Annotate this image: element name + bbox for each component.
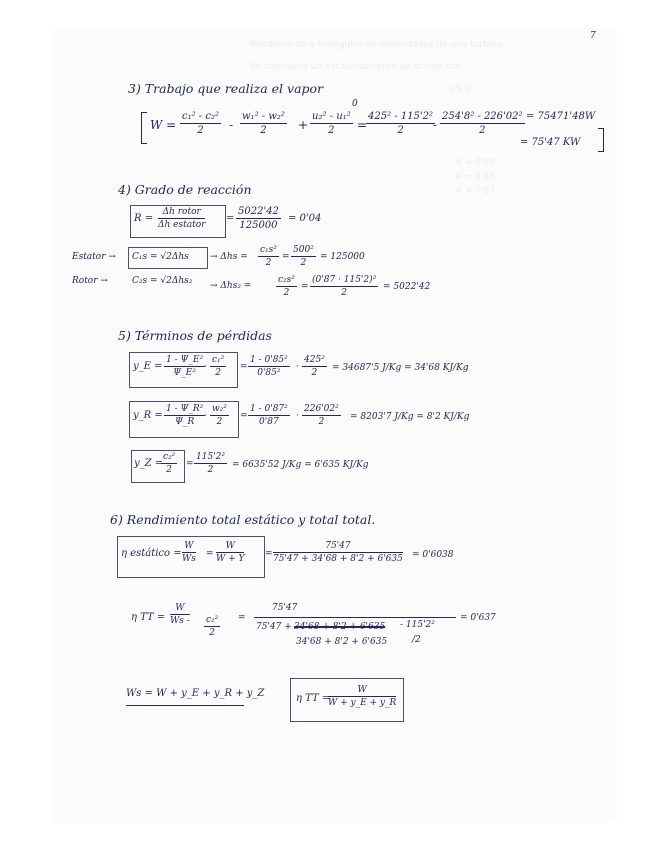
fraction-numerator: 425² [304,355,325,365]
static-efficiency-fraction-2 [216,542,244,564]
fraction-denominator: W + y_E + y_R [328,698,397,708]
estator-result: = 125000 [320,252,365,262]
loss-rotor-fraction-4 [302,405,341,427]
operator: · [296,362,299,372]
fraction-numerator: 115'2² [196,452,225,462]
total-efficiency-den-losses: 34'68 + 8'2 + 6'635 [296,637,388,647]
fraction-numerator: 1 - 0'85² [250,355,288,365]
summary-lhs: η TT = [296,693,331,704]
fraction-numerator: W [328,686,396,697]
fraction-numerator: (0'87 · 115'2)² [312,275,377,285]
isentropic-work-expression: Ws = W + y_E + y_R + y_Z [126,688,265,699]
fraction-numerator: 1 - Ψ_E² [166,355,204,365]
fraction-numerator: W [182,542,196,553]
fraction-denominator: Δh estator [158,220,206,230]
total-efficiency-result: = 0'637 [460,613,496,623]
section-6-heading: 6) Rendimiento total estático y total total. [110,512,376,527]
fraction-numerator: c₁² - c₂² [182,111,219,122]
operator: = [240,411,248,421]
show-through-text: Ψ = 0'87 [455,186,495,196]
fraction-numerator: c₁² [212,355,225,365]
loss-stator-lhs: y_E = [133,361,163,372]
loss-rotor-result: = 8203'7 J/Kg = 8'2 KJ/Kg [350,412,470,422]
fraction-denominator: 2 [197,125,204,136]
operator: - [433,118,438,132]
work-result-w: = 75471'48W [526,111,596,122]
fraction-denominator: 2 [328,125,335,136]
fraction-denominator: 2 [300,258,307,268]
crossed-out-term: 34'68 + 8'2 + 6'635 [294,622,386,632]
estator-arrow: → Δhs = [210,252,248,262]
fraction-numerator: 75'47 [273,542,403,553]
rotor-fraction-1 [276,276,297,298]
show-through-text: Rendimiento y triángulos de velocidades de una turbina [250,40,503,50]
estator-formula: C₁s = √2Δhs [132,252,189,262]
fraction-denominator: 2 [209,628,215,638]
fraction-denominator: 0'87 [259,417,279,427]
section-5-heading: 5) Términos de pérdidas [118,328,272,343]
operator: = [282,252,290,262]
fraction-numerator: u₂² - u₁² [312,111,351,122]
total-efficiency-den-half: /2 [412,635,421,645]
static-efficiency-fraction-3 [273,542,403,564]
loss-stator-fraction-2 [210,356,226,378]
loss-stator-result: = 34687'5 J/Kg = 34'68 KJ/Kg [332,363,469,373]
total-efficiency-lhs: η TT = [131,612,166,623]
fraction-numerator: w₁² - w₂² [242,111,285,122]
work-lhs: W = [150,118,177,132]
fraction-numerator: Δh rotor [158,208,205,219]
loss-rotor-lhs: y_R = [133,410,163,421]
reaction-values-fraction [236,207,281,231]
loss-exit-result: = 6635'52 J/Kg = 6'635 KJ/Kg [232,460,369,470]
fraction-numerator: c₂² [206,615,219,625]
expression-underline [126,705,244,706]
fraction-numerator: W [170,604,190,615]
reaction-fraction [158,208,205,230]
loss-rotor-fraction-3 [248,405,290,427]
operator: = [186,459,194,469]
operator: = [226,213,235,224]
fraction-denominator: 2 [283,288,290,298]
fraction-denominator: W + Y [216,554,245,564]
show-through-text: 25 0 [450,85,471,95]
total-efficiency-exit-term [204,616,220,638]
fraction-denominator: 2 [216,417,223,427]
operator: + [298,118,309,132]
operator: · [296,411,299,421]
fraction-numerator: 1 - 0'87² [250,404,288,414]
fraction-bar [254,617,456,618]
static-efficiency-result: = 0'6038 [412,550,454,560]
fraction-denominator: Ws - [170,616,190,626]
reaction-result: = 0'04 [288,213,322,224]
fraction-numerator: 226'02² [304,404,339,414]
fraction-w [240,112,287,136]
fraction-denominator: 2 [166,465,172,475]
show-through-text: Ψ = 0'87 [455,158,495,168]
fraction-denominator: Ψ_R [175,417,195,427]
fraction-numerator: 5022'42 [238,206,279,217]
fraction-numerator: 1 - Ψ_R² [166,404,204,414]
fraction-denominator: 2 [318,417,325,427]
page-mark: 7 [590,31,596,41]
fraction-denominator: 2 [215,368,221,378]
loss-stator-fraction-1 [164,356,205,378]
fraction-numerator: c₁s² [260,245,277,255]
rotor-arrow: → Δhs₂ = [210,281,252,291]
loss-exit-fraction-1 [161,453,177,475]
fraction-denominator: 2 [311,368,318,378]
total-efficiency-numerator: 75'47 [272,603,298,613]
summary-fraction [328,686,396,708]
section-3-heading: 3) Trabajo que realiza el vapor [128,81,324,96]
operator: = [301,282,309,292]
fraction-denominator: 2 [479,125,486,136]
rotor-formula: C₂s = √2Δhs₂ [132,276,193,286]
static-efficiency-lhs: η estático = [121,548,182,559]
zero-annotation: 0 [352,99,358,109]
rotor-label: Rotor → [72,276,108,286]
fraction-numerator: 500² [293,245,314,255]
show-through-text: Se considera un escalonamiento de acción con [250,62,462,72]
fraction-denominator: 2 [265,258,272,268]
fraction-denominator: Ws [182,554,196,564]
fraction-denominator: 75'47 + 34'68 + 8'2 + 6'635 [273,554,403,564]
fraction-numerator: c₂s² [278,275,295,285]
operator: = [240,362,248,372]
fraction-denominator: Ψ_E² [173,368,196,378]
fraction-denominator: 0'85² [257,368,281,378]
estator-fraction-1 [258,246,279,268]
loss-stator-fraction-3 [248,356,290,378]
right-bracket [598,128,604,152]
operator: · [204,362,207,372]
fraction-values-2 [440,112,525,136]
show-through-text: Ψ = 0'85 [455,172,495,182]
fraction-values-1 [366,111,438,136]
rotor-result: = 5022'42 [383,282,431,292]
left-bracket [141,112,147,144]
fraction-denominator: 2 [397,125,404,136]
fraction-denominator: 125000 [239,220,278,231]
fraction-numerator: 254'8² - 226'02² [442,111,523,122]
reaction-lhs: R = [134,213,154,224]
estator-fraction-2 [291,246,316,268]
loss-rotor-fraction-1 [164,405,205,427]
operator: = [357,118,368,132]
work-result-kw: = 75'47 KW [520,137,581,148]
fraction-numerator: c₂² [163,452,176,462]
operator: · [204,411,207,421]
operator: - [229,118,234,132]
loss-stator-fraction-4 [302,356,327,378]
fraction-numerator: w₂² [212,404,227,414]
loss-exit-fraction-2 [194,453,227,475]
static-efficiency-fraction-1 [182,542,196,564]
fraction-numerator: 425² - 115'2² [368,111,434,122]
estator-label: Estator → [72,252,116,262]
operator: = [238,613,246,623]
total-efficiency-den-start: 75'47 + [256,622,292,632]
fraction-c [180,112,221,136]
total-efficiency-fraction-1 [170,604,190,626]
total-efficiency-den-exit: - 115'2² [400,620,435,630]
fraction-numerator: W [216,542,244,553]
fraction-denominator: 2 [207,465,214,475]
section-4-heading: 4) Grado de reacción [118,182,252,197]
fraction-u [310,112,353,136]
loss-rotor-fraction-2 [210,405,229,427]
operator: = [206,549,214,559]
operator: = [265,549,273,559]
rotor-fraction-2 [310,276,378,298]
loss-exit-lhs: y_Z = [134,458,164,469]
fraction-denominator: 2 [260,125,267,136]
fraction-denominator: 2 [341,288,347,298]
